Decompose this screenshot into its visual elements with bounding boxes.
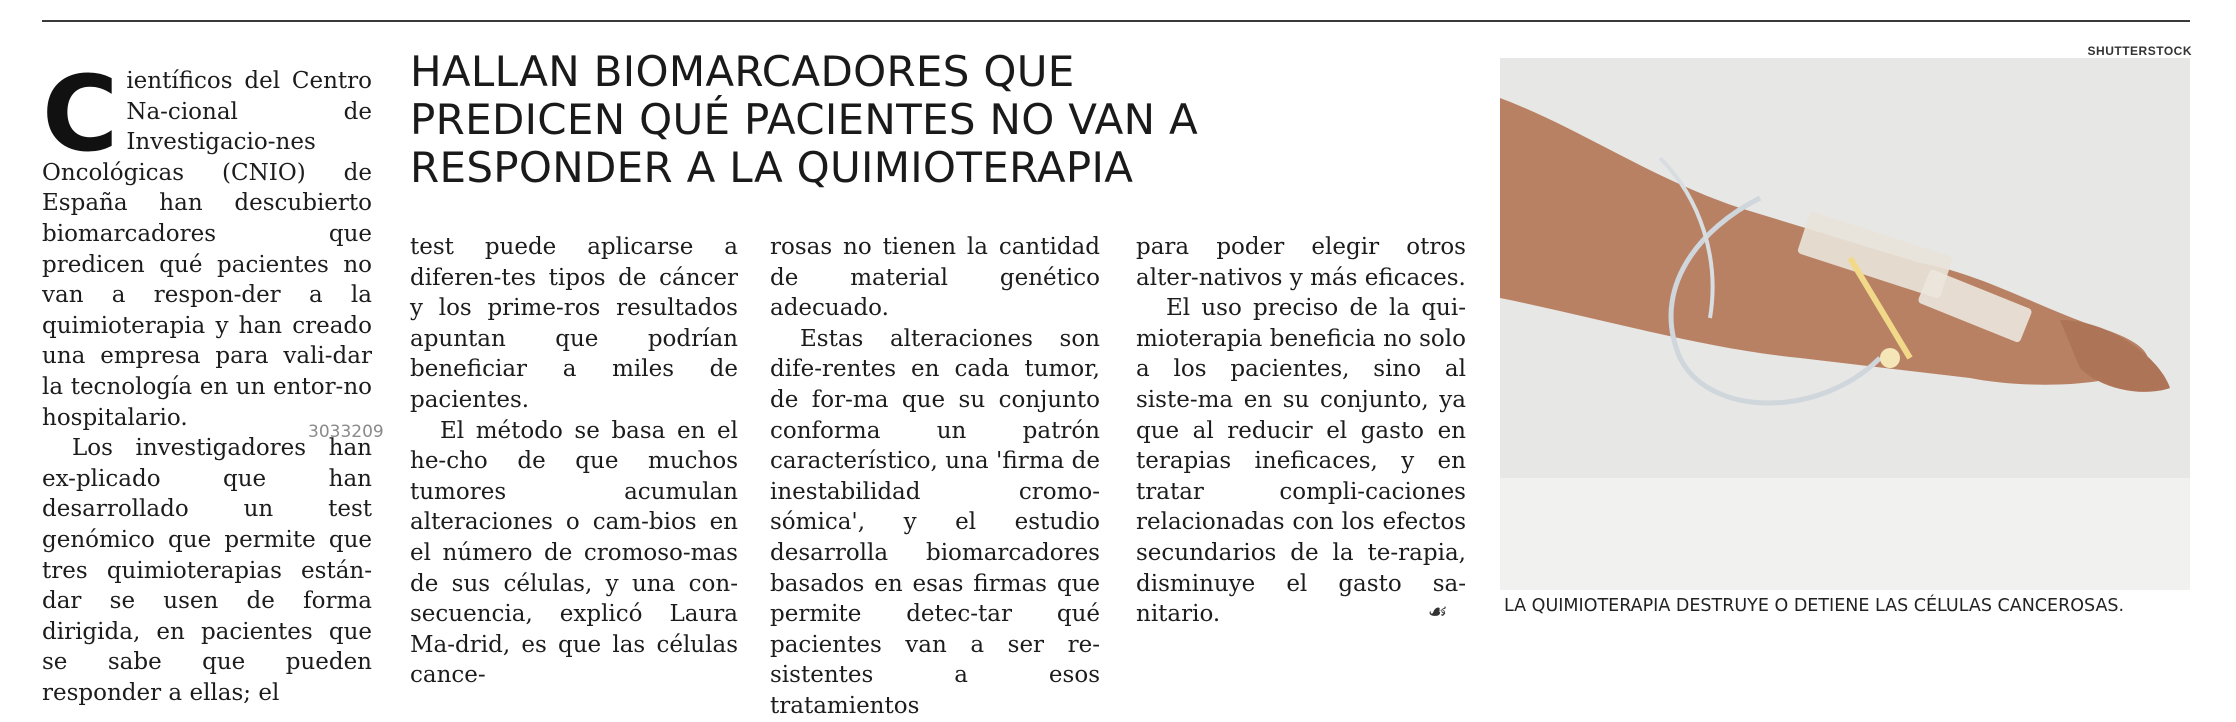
- article-column-1: [42, 53, 372, 708]
- paragraph: Los investigadores han ex-plicado que han desarrollado un test genómico que permite que tres quimioterapias están-dar se usen de forma dirigida, en pacientes que se sabe que pueden responder a ellas; el: [42, 435, 372, 706]
- paragraph: Estas alteraciones son dife-rentes en cada tumor, de for-ma que su conjunto conforma un patrón característico, una 'firma de inestabilidad cromo-sómica', y el estudio desarrolla biomarcadores basados en esas firmas que permite detec-tar qué pacientes van a ser re-sistentes a esos tratamientos: [770, 325, 1100, 719]
- photo-caption: LA QUIMIOTERAPIA DESTRUYE O DETIENE LAS CÉLULAS CANCEROSAS.: [1504, 596, 2125, 616]
- page-stamp: 3033209: [308, 422, 384, 442]
- iv-connector: [1880, 348, 1900, 368]
- top-rule: [42, 20, 2190, 22]
- paragraph: rosas no tienen la cantidad de material genético adecuado.: [770, 234, 1100, 322]
- paragraph: para poder elegir otros alter-nativos y más eficaces.: [1136, 234, 1466, 291]
- article-column-2: [410, 232, 738, 691]
- paragraph: test puede aplicarse a diferen-tes tipos de cáncer y los prime-ros resultados apuntan que podrían beneficiar a miles de pacientes.: [410, 234, 738, 413]
- article-column-3: [770, 232, 1100, 722]
- article-column-4: [1136, 232, 1466, 630]
- iv-hand-photo: [1500, 58, 2190, 590]
- intro-paragraph: [42, 53, 372, 433]
- intro-text: ientíficos del Centro Na-cional de Investigacio-nes Oncológicas (CNIO) de España han descubierto biomarcadores que predicen qué pacientes no van a respon-der a la quimioterapia y han creado una empresa para vali-dar la tecnología en un entor-no hospitalario.: [42, 68, 372, 431]
- photo-credit: SHUTTERSTOCK: [2087, 44, 2192, 58]
- end-mark-icon: ☙: [1426, 600, 1446, 625]
- headline: HALLAN BIOMARCADORES QUE PREDICEN QUÉ PACIENTES NO VAN A RESPONDER A LA QUIMIOTERAPIA: [410, 47, 1199, 192]
- paragraph: El método se basa en el he-cho de que muchos tumores acumulan alteraciones o cam-bios en el número de cromoso-mas de sus células, y una con-secuencia, explicó Laura Ma-drid, es que las células cance-: [410, 417, 738, 689]
- paragraph: El uso preciso de la qui-mioterapia beneficia no solo a los pacientes, sino al siste-ma en su conjunto, ya que al reducir el gasto en terapias ineficaces, y en tratar compli-caciones relacionadas con los efectos secundarios de la te-rapia, disminuye el gasto sa-nitario.: [1136, 295, 1466, 628]
- drop-cap: C: [42, 53, 119, 175]
- bed-sheet: [1500, 478, 2190, 590]
